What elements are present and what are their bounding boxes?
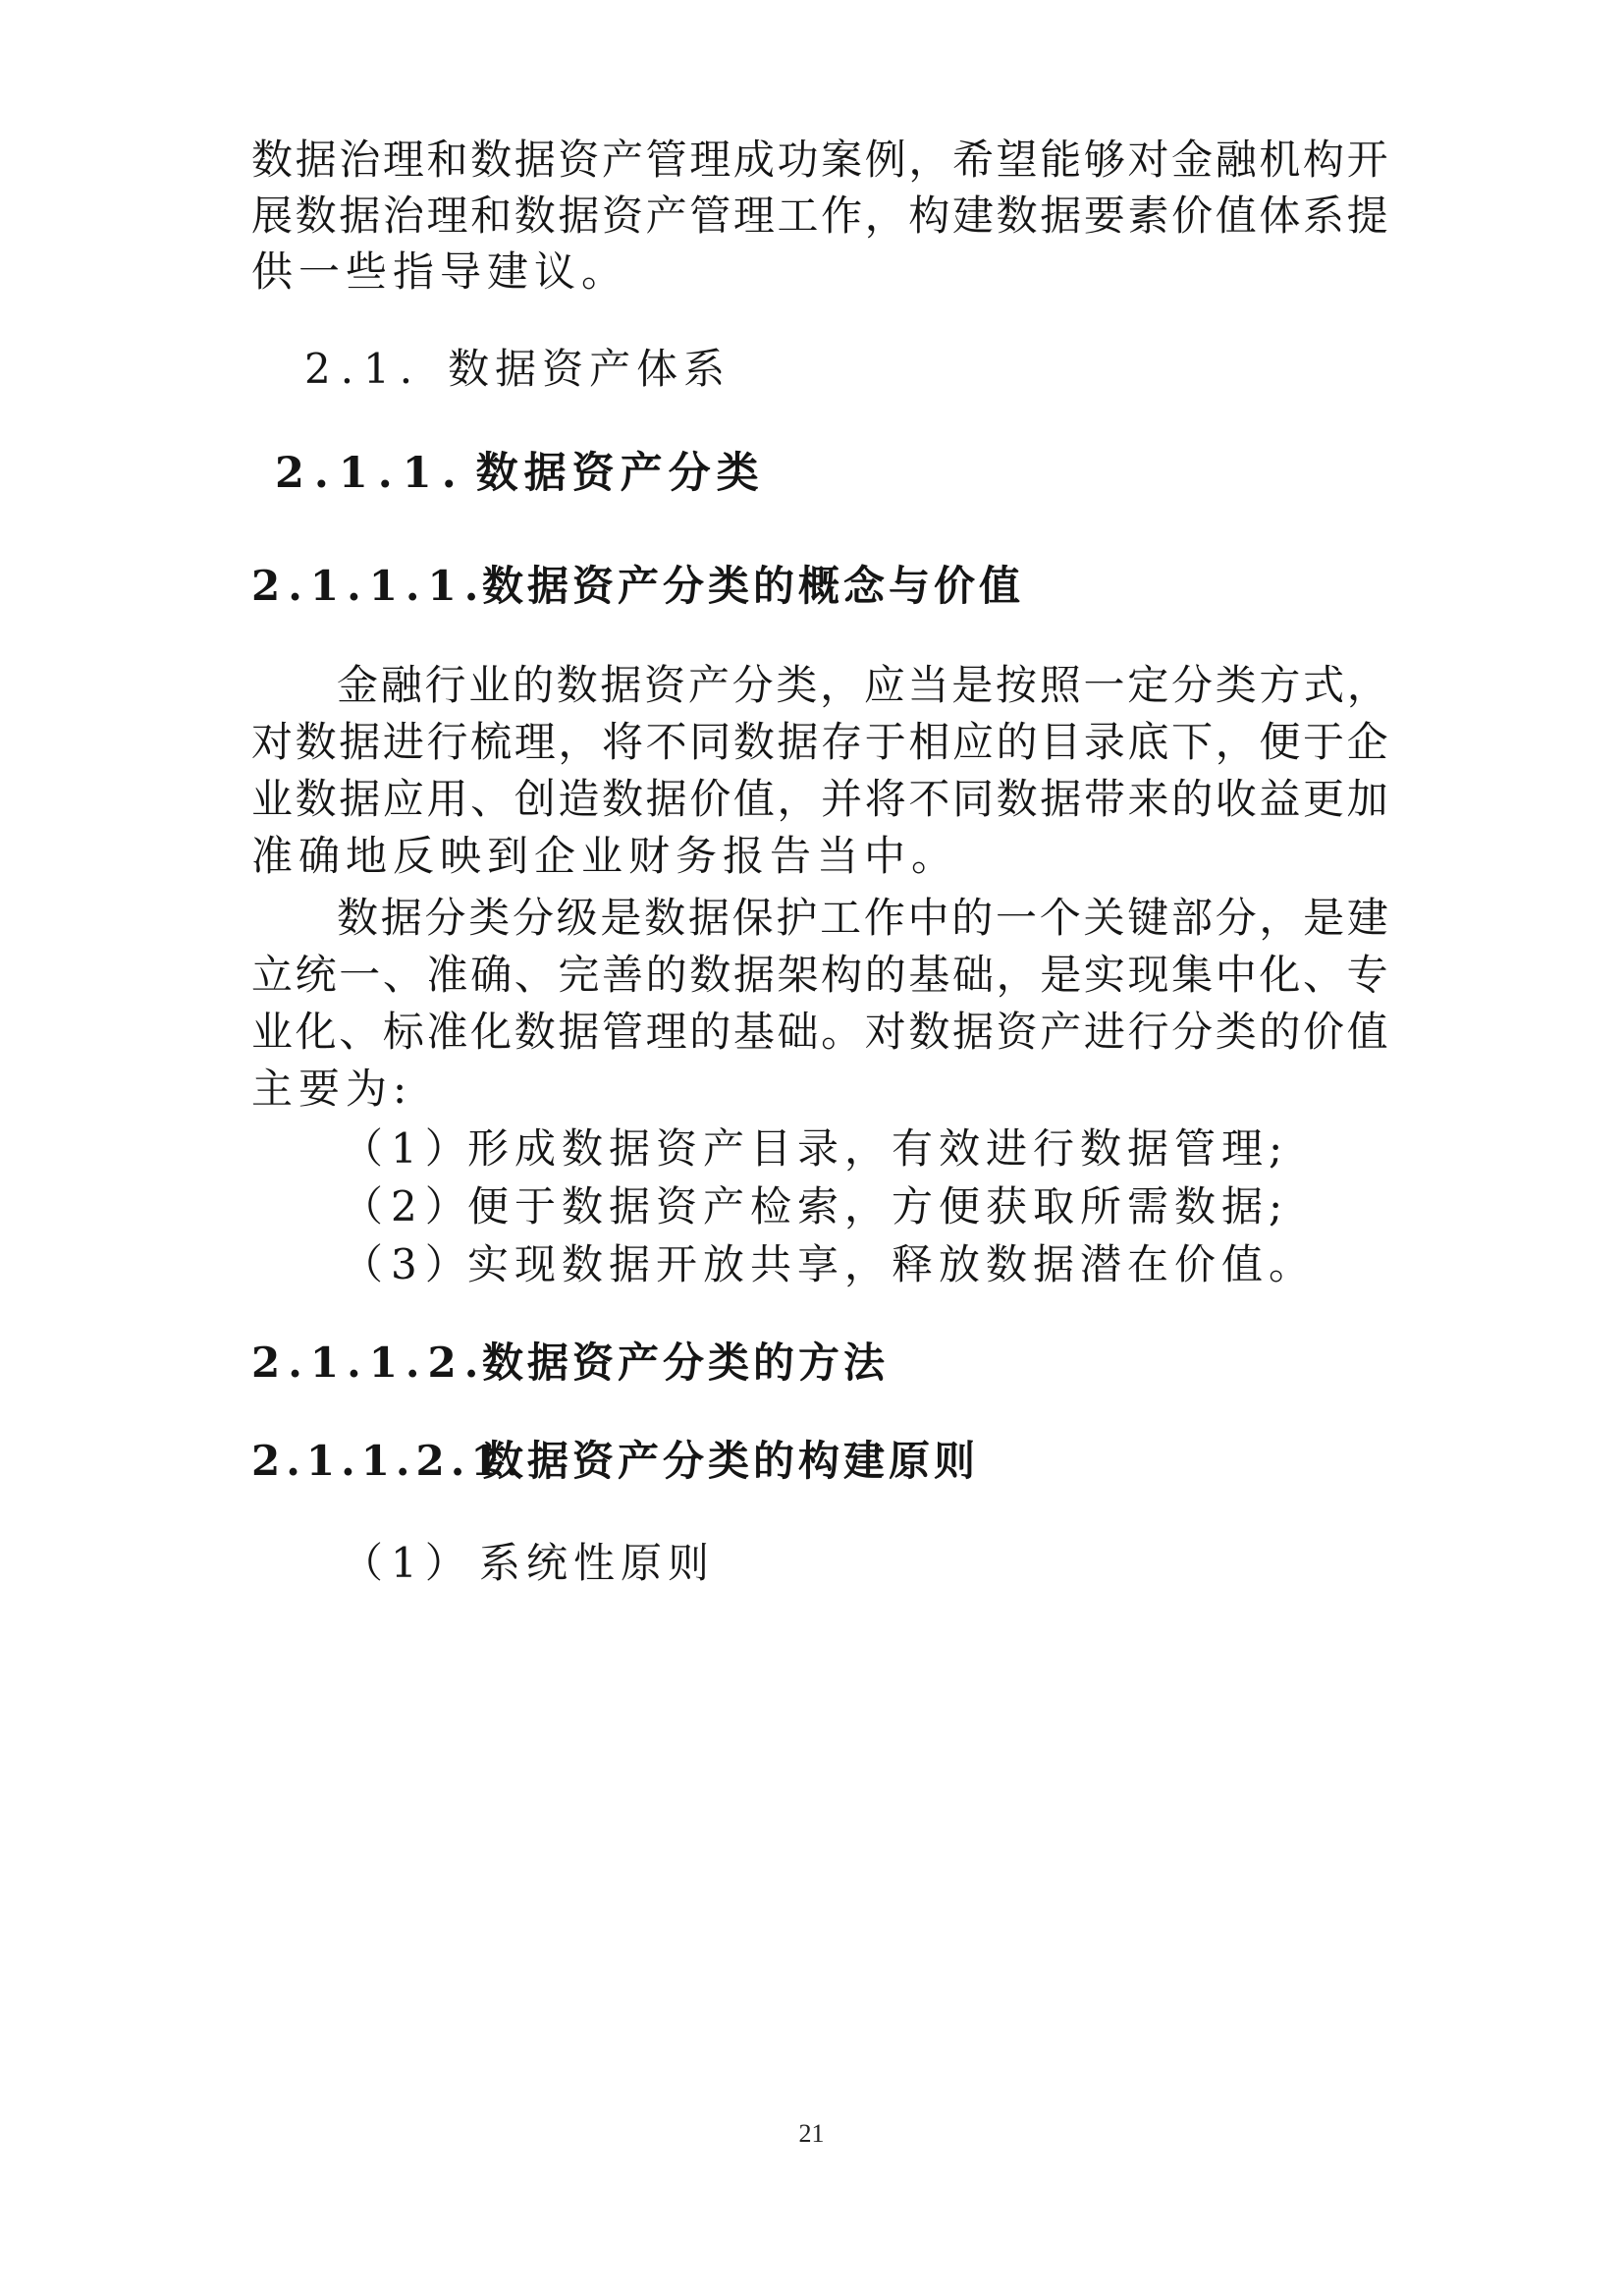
list-item-number: （1） [342, 1124, 474, 1173]
text-char: 产 [1040, 1008, 1082, 1056]
text-char: 值 [1346, 1008, 1388, 1056]
text-char: 据 [777, 718, 819, 766]
text-char: 分 [1170, 661, 1213, 709]
text-char: 据 [687, 894, 730, 942]
value-line-2 [251, 946, 1388, 1005]
text-char: 来 [1127, 775, 1169, 823]
section-2-1-1-1-title: 数据资产分类的概念与价值 [482, 562, 1025, 610]
text-char: 成 [732, 136, 775, 184]
text-char: 于 [864, 718, 906, 766]
text-char: 照 [1039, 661, 1081, 709]
text-char: 行 [426, 718, 468, 766]
section-2-1-1-2-1-title: 数据资产分类的构建原则 [482, 1437, 980, 1485]
text-char: 治 [382, 191, 424, 240]
text-char: 类 [1215, 661, 1257, 709]
text-char: ， [1215, 718, 1257, 766]
text-char: 、 [1303, 951, 1345, 999]
text-char: 基 [732, 1008, 775, 1056]
text-char: 理 [426, 191, 468, 240]
text-char: 于 [1303, 718, 1345, 766]
value-line-1 [337, 889, 1388, 948]
text-char: 能 [1040, 136, 1082, 184]
text-char: 础 [777, 1008, 819, 1056]
text-char: 和 [470, 191, 513, 240]
text-char: 基 [908, 951, 950, 999]
text-char: 进 [1083, 1008, 1125, 1056]
text-char: 一 [339, 951, 381, 999]
text-char: 下 [1171, 718, 1214, 766]
text-char: 理 [732, 191, 775, 240]
text-char: 管 [689, 191, 731, 240]
text-char: 据 [295, 136, 337, 184]
text-char: ， [864, 191, 906, 240]
text-char: 底 [1127, 718, 1169, 766]
text-char: 据 [380, 894, 422, 942]
text-char: 产 [687, 661, 730, 709]
text-char: 存 [821, 718, 863, 766]
text-char: 用 [426, 775, 468, 823]
text-char: 级 [556, 894, 598, 942]
list-item-text: 系统性原则 [479, 1539, 716, 1587]
section-2-1-1-2-title: 数据资产分类的方法 [482, 1339, 890, 1387]
text-char: 构 [908, 191, 950, 240]
text-char: ， [996, 951, 1038, 999]
text-char: 数 [602, 775, 644, 823]
text-char: 将 [602, 718, 644, 766]
text-char: 管 [645, 136, 687, 184]
text-char: 创 [514, 775, 556, 823]
intro-line-1 [251, 131, 1388, 190]
text-char: 据 [339, 775, 381, 823]
text-char: 提 [1346, 191, 1388, 240]
text-char: 分 [1215, 894, 1257, 942]
text-char: 善 [602, 951, 644, 999]
text-char: 业 [468, 661, 511, 709]
section-2-1-1-2-number: 2.1.1.2. [251, 1339, 487, 1387]
list-item-text: 实现数据开放共享，释放数据潜在价值。 [467, 1240, 1317, 1288]
list-item [342, 1120, 1288, 1178]
text-char: 应 [863, 661, 905, 709]
text-char: 分 [424, 894, 466, 942]
text-char: 、 [514, 951, 556, 999]
text-char: 化 [295, 1008, 337, 1056]
text-char: 的 [1259, 1008, 1301, 1056]
text-char: 的 [1171, 775, 1214, 823]
text-char: 的 [512, 661, 554, 709]
text-char: 要 [1083, 191, 1125, 240]
section-2-1-1-1-number: 2.1.1.1. [251, 562, 487, 610]
text-char: 类 [1215, 1008, 1257, 1056]
text-char: 的 [864, 951, 906, 999]
text-char: 标 [382, 1008, 424, 1056]
text-char: 数 [251, 136, 294, 184]
page-number: 21 [798, 2119, 825, 2148]
text-char: 值 [1215, 191, 1257, 240]
text-char: 数 [514, 191, 556, 240]
text-char: 据 [1040, 191, 1082, 240]
text-char: 够 [1083, 136, 1125, 184]
text-char: 产 [645, 191, 687, 240]
text-char: 个 [1039, 894, 1081, 942]
text-char: 带 [1083, 775, 1125, 823]
text-char: 不 [645, 718, 687, 766]
text-char: 式 [1303, 661, 1345, 709]
text-char: 分 [731, 661, 774, 709]
section-2-1-1-2-heading [251, 1334, 889, 1393]
text-char: 是 [1303, 894, 1345, 942]
text-char: 数 [996, 191, 1038, 240]
text-char: 录 [1083, 718, 1125, 766]
text-char: 融 [1215, 136, 1257, 184]
text-char: 收 [1215, 775, 1257, 823]
text-char: 管 [602, 1008, 644, 1056]
text-char: 对 [251, 718, 294, 766]
text-char: 当 [907, 661, 949, 709]
text-char: 例 [864, 136, 906, 184]
text-char: 业 [251, 775, 294, 823]
text-char: 融 [380, 661, 422, 709]
concept-line-3 [251, 770, 1388, 829]
text-char: 数 [644, 894, 686, 942]
section-2-1-1-title: 数据资产分类 [475, 449, 765, 498]
text-char: 应 [952, 718, 995, 766]
text-char: 据 [339, 718, 381, 766]
text-char: 对 [1127, 136, 1169, 184]
text-char: ， [820, 661, 862, 709]
text-char: 保 [731, 894, 774, 942]
text-char: 建 [1346, 894, 1388, 942]
text-char: 目 [1040, 718, 1082, 766]
text-char: 价 [1171, 191, 1214, 240]
text-char: 金 [1171, 136, 1214, 184]
text-char: 数 [556, 661, 598, 709]
text-char: 数 [908, 1008, 950, 1056]
intro-line-3: 供一些指导建议。 [251, 247, 629, 296]
text-char: 资 [644, 661, 686, 709]
text-char: 展 [251, 191, 294, 240]
text-char: 值 [732, 775, 775, 823]
text-char: 理 [689, 136, 731, 184]
text-char: 据 [558, 1008, 600, 1056]
list-item [342, 1177, 1288, 1236]
list-item [342, 1235, 1316, 1294]
text-char: 一 [1083, 661, 1125, 709]
text-char: 化 [470, 1008, 513, 1056]
text-char: 数 [295, 775, 337, 823]
text-char: 立 [251, 951, 294, 999]
section-2-1-number: 2.1. [304, 345, 423, 393]
text-char: 化 [1259, 951, 1301, 999]
text-char: ， [777, 775, 819, 823]
text-char: 、 [470, 775, 513, 823]
text-char: 企 [1346, 718, 1388, 766]
text-char: 案 [821, 136, 863, 184]
text-char: 是 [951, 661, 994, 709]
text-char: 专 [1346, 951, 1388, 999]
text-char: 分 [512, 894, 554, 942]
text-char: 一 [996, 894, 1038, 942]
text-char: 望 [996, 136, 1038, 184]
value-line-4: 主要为: [251, 1065, 413, 1113]
text-char: 理 [645, 1008, 687, 1056]
concept-line-4: 准确地反映到企业财务报告当中。 [251, 832, 959, 880]
text-char: 治 [339, 136, 381, 184]
text-char: 功 [777, 136, 819, 184]
text-char: 据 [339, 191, 381, 240]
section-2-1-title: 数据资产体系 [448, 345, 731, 393]
list-item-number: （3） [342, 1240, 474, 1288]
text-char: 。 [821, 1008, 863, 1056]
text-char: 统 [295, 951, 337, 999]
text-char: 准 [426, 951, 468, 999]
text-char: 中 [1215, 951, 1257, 999]
section-2-1-1-2-1-number: 2.1.1.2.1. [251, 1437, 526, 1485]
text-char: 作 [863, 894, 905, 942]
text-char: 据 [558, 191, 600, 240]
text-char: 同 [689, 718, 731, 766]
list-item-text: 形成数据资产目录，有效进行数据管理; [467, 1124, 1289, 1173]
text-char: 是 [600, 894, 642, 942]
text-char: 数 [295, 718, 337, 766]
text-char: 实 [1083, 951, 1125, 999]
text-char: 中 [907, 894, 949, 942]
list-item [342, 1534, 715, 1593]
section-2-1-heading [304, 340, 730, 399]
text-char: 础 [952, 951, 995, 999]
text-char: 是 [1040, 951, 1082, 999]
text-char: 金 [337, 661, 379, 709]
text-char: 产 [602, 136, 644, 184]
intro-line-2 [251, 187, 1388, 246]
text-char: 价 [1303, 1008, 1345, 1056]
text-char: 进 [382, 718, 424, 766]
text-char: 便 [1259, 718, 1301, 766]
text-char: 对 [864, 1008, 906, 1056]
text-char: 资 [558, 136, 600, 184]
text-char: 理 [382, 136, 424, 184]
text-char: 数 [514, 1008, 556, 1056]
text-char: ， [1259, 894, 1301, 942]
text-char: 据 [1040, 775, 1082, 823]
text-char: 确 [470, 951, 513, 999]
text-char: 资 [996, 1008, 1038, 1056]
text-char: 数 [337, 894, 379, 942]
text-char: 据 [645, 775, 687, 823]
text-char: 的 [645, 951, 687, 999]
text-char: 工 [820, 894, 862, 942]
text-char: 构 [821, 951, 863, 999]
text-char: 关 [1083, 894, 1125, 942]
section-2-1-1-1-heading [251, 557, 1024, 616]
text-char: 类 [776, 661, 818, 709]
text-char: 按 [996, 661, 1038, 709]
section-2-1-1-2-1-heading [251, 1432, 979, 1491]
text-char: 建 [952, 191, 995, 240]
text-char: 梳 [470, 718, 513, 766]
text-char: 应 [382, 775, 424, 823]
text-char: 资 [602, 191, 644, 240]
text-char: 、 [339, 1008, 381, 1056]
text-char: 素 [1127, 191, 1169, 240]
text-char: 和 [426, 136, 468, 184]
list-item-number: （2） [342, 1182, 474, 1230]
text-char: 行 [424, 661, 466, 709]
text-char: 体 [1259, 191, 1301, 240]
text-char: 据 [600, 661, 642, 709]
text-char: 方 [1259, 661, 1301, 709]
text-char: 希 [952, 136, 995, 184]
text-char: 益 [1259, 775, 1301, 823]
text-char: 价 [689, 775, 731, 823]
text-char: 据 [514, 136, 556, 184]
text-char: 数 [996, 775, 1038, 823]
text-char: 键 [1127, 894, 1169, 942]
text-char: 护 [776, 894, 818, 942]
text-char: 现 [1127, 951, 1169, 999]
text-char: 的 [689, 1008, 731, 1056]
text-char: 部 [1170, 894, 1213, 942]
text-char: 将 [864, 775, 906, 823]
text-char: 数 [689, 951, 731, 999]
text-char: 完 [558, 951, 600, 999]
text-char: 相 [908, 718, 950, 766]
text-char: ， [1346, 661, 1388, 709]
list-item-text: 便于数据资产检索，方便获取所需数据; [467, 1182, 1289, 1230]
text-char: 类 [468, 894, 511, 942]
text-char: 机 [1259, 136, 1301, 184]
text-char: ， [908, 136, 950, 184]
text-char: 据 [952, 1008, 995, 1056]
text-char: 数 [732, 718, 775, 766]
text-char: 的 [951, 894, 994, 942]
section-2-1-1-heading [275, 444, 765, 503]
text-char: 理 [514, 718, 556, 766]
text-char: 分 [1171, 1008, 1214, 1056]
concept-line-1 [337, 656, 1388, 715]
text-char: ， [558, 718, 600, 766]
list-item-number: （1） [342, 1539, 474, 1587]
text-char: 同 [952, 775, 995, 823]
text-char: 作 [821, 191, 863, 240]
text-char: 工 [777, 191, 819, 240]
text-char: 集 [1171, 951, 1214, 999]
text-char: 的 [996, 718, 1038, 766]
text-char: 不 [908, 775, 950, 823]
text-char: 加 [1346, 775, 1388, 823]
text-char: 更 [1303, 775, 1345, 823]
text-char: 准 [426, 1008, 468, 1056]
text-char: 架 [777, 951, 819, 999]
text-char: 数 [295, 191, 337, 240]
text-char: 业 [251, 1008, 294, 1056]
text-char: 系 [1303, 191, 1345, 240]
concept-line-2 [251, 713, 1388, 772]
text-char: 造 [558, 775, 600, 823]
text-char: 构 [1303, 136, 1345, 184]
text-char: 并 [821, 775, 863, 823]
text-char: 、 [382, 951, 424, 999]
text-char: 行 [1127, 1008, 1169, 1056]
section-2-1-1-number: 2.1.1. [275, 449, 466, 498]
value-line-3 [251, 1003, 1388, 1062]
text-char: 据 [732, 951, 775, 999]
text-char: 定 [1127, 661, 1169, 709]
text-char: 开 [1346, 136, 1388, 184]
text-char: 数 [470, 136, 513, 184]
